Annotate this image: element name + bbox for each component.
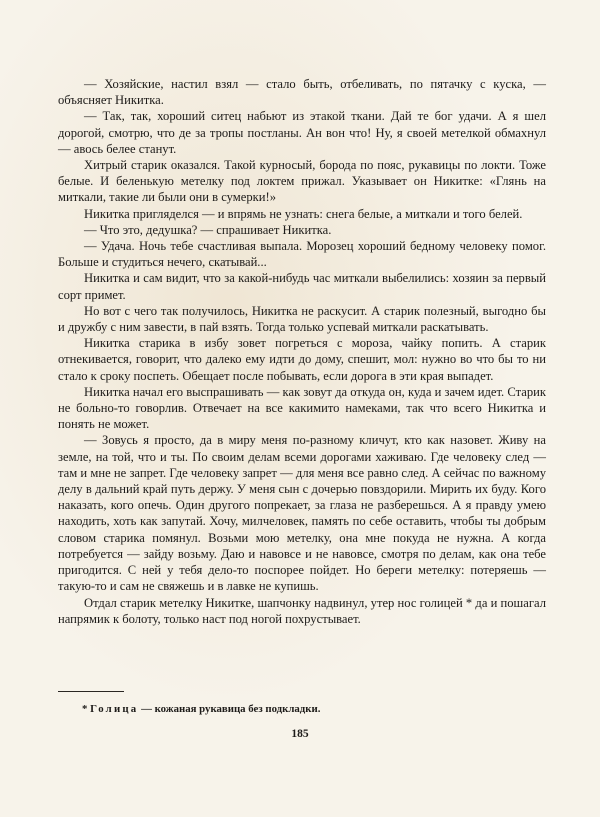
footnote-divider <box>58 691 124 692</box>
paragraph: — Что это, дедушка? — спрашивает Никитка. <box>84 222 332 237</box>
paragraph: — Удача. Ночь тебе счастливая выпала. Морозец хороший бедному человеку помог. Больше и студиться нечего, скатывай... <box>58 239 546 270</box>
footnote <box>82 702 542 716</box>
paragraph: Никитка и сам видит, что за какой-нибудь час миткали выбелились: хозяин за первый сорт примет. <box>58 271 546 302</box>
footnote-definition: — кожаная рукавица без подкладки. <box>138 703 321 715</box>
paragraph: — Зовусь я просто, да в миру меня по-разному кличут, кто как назовет. Живу на земле, на той, что и ты. По своим делам всеми дорогами хаживаю. Где человеку след — там и мне не запрет. Где человеку запрет — для меня все равно след. А сейчас по важному делу в дальний край путь держу. У меня сын с дочерью повздорили. Мирить их буду. Кого наказать, кого опечь. Один другого попрекает, за глаза не разберешься. А я правду умею находить, хоть как запутай. Хочу, милчеловек, память по себе оставить, чтобы ты добрым словом старика помянул. Возьми мою метелку, она мне покуда не нужна. А когда потребуется — зайду возьму. Даю и навовсе и не навовсе, смотря по делам, как она тебе пригодится. С ней у тебя дело-то поспорее пойдет. Но береги метелку: потеряешь — такую-то и сам не свяжешь и в лавке не купишь. <box>58 433 546 594</box>
paragraph: — Хозяйские, настил взял — стало быть, отбеливать, по пятачку с куска, — объясняет Никитка. <box>58 77 546 108</box>
paragraph: Но вот с чего так получилось, Никитка не раскусит. А старик полезный, выгодно бы и дружбу с ним завести, в пай взять. Тогда только успевай миткали раскатывать. <box>58 303 546 335</box>
paragraph: Никитка начал его выспрашивать — как зовут да откуда он, куда и зачем идет. Старик не больно-то говорлив. Отвечает на все какимито намеками, так что всего Никитка и понять не может. <box>58 384 546 432</box>
paragraph: Никитка пригляделся — и впрямь не узнать: снега белые, а миткали и того белей. <box>84 206 523 221</box>
paragraph: — Так, так, хороший ситец набьют из этакой ткани. Дай те бог удачи. А я шел дорогой, смотрю, что де за тропы постланы. Ан вон что! Ну, я своей метелкой обмахнул — авось белее станут. <box>58 109 546 156</box>
footnote-marker: * <box>82 703 91 715</box>
paragraph: Отдал старик метелку Никитке, шапчонку надвинул, утер нос голицей * да и пошагал напрямик к болоту, только наст под ногой похрустывает. <box>58 595 546 626</box>
page-number: 185 <box>291 728 309 740</box>
footnote-term: Голица <box>90 703 139 715</box>
paragraph: Никитка старика в избу зовет погреться с мороза, чайку попить. А старик отнекивается, говорит, что далеко ему идти до дому, спешит, мол: нужно во что бы то ни стало к сроку поспеть. Обещает после побывать, если дорога в эти края выпадет. <box>58 336 546 383</box>
body-text <box>58 76 546 627</box>
paragraph: Хитрый старик оказался. Такой курносый, борода по пояс, рукавицы по локти. Тоже белые. И беленькую метелку под локтем прижал. Указывает он Никитке: «Глянь на миткали, такие ли были они в сумерки!» <box>58 158 546 205</box>
